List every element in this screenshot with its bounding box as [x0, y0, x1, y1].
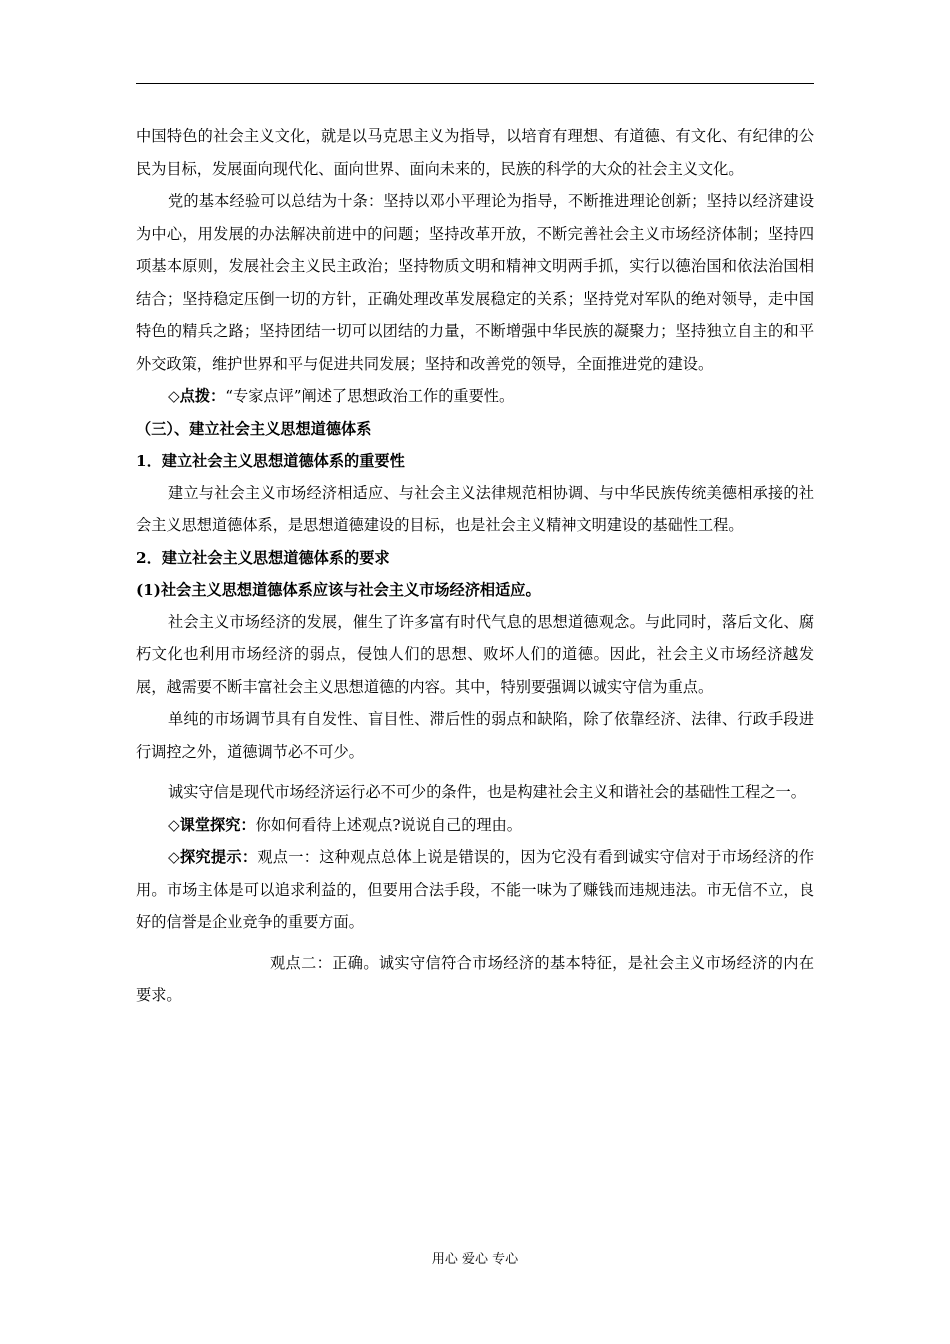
header-rule	[136, 83, 814, 84]
tip-text: “专家点评”阐述了思想政治工作的重要性。	[225, 387, 515, 405]
subheading-requirements: 2．建立社会主义思想道德体系的要求	[136, 548, 390, 567]
section-heading-3: （三）、建立社会主义思想道德体系	[136, 419, 372, 438]
paragraph-honesty: 诚实守信是现代市场经济运行必不可少的条件，也是构建社会主义和谐社会的基础性工程之一。	[168, 783, 806, 801]
paragraph-system-goal: 建立与社会主义市场经济相适应、与社会主义法律规范相协调、与中华民族传统美德相承接的社会主义思想道德体系，是思想道德建设的目标，也是社会主义精神文明建设的基础性工程。	[136, 483, 814, 534]
subheading-market-adapt: (1)社会主义思想道德体系应该与社会主义市场经济相适应。	[136, 580, 541, 599]
body-content	[136, 120, 814, 1012]
paragraph-party-experience: 党的基本经验可以总结为十条：坚持以邓小平理论为指导，不断推进理论创新；坚持以经济建设为中心，用发展的办法解决前进中的问题；坚持改革开放，不断完善社会主义市场经济体制；坚持四项基本原则，发展社会主义民主政治；坚持物质文明和精神文明两手抓，实行以德治国和依法治国相结合；坚持稳定压倒一切的方针，正确处理改革发展稳定的关系；坚持党对军队的绝对领导，走中国特色的精兵之路；坚持团结一切可以团结的力量，不断增强中华民族的凝聚力；坚持独立自主的和平外交政策，维护世界和平与促进共同发展；坚持和改善党的领导，全面推进党的建设。	[136, 192, 814, 373]
inquiry-text: 你如何看待上述观点?说说自己的理由。	[255, 815, 522, 834]
hint-label: ◇探究提示：	[168, 848, 258, 866]
hint-paragraph	[136, 841, 814, 939]
paragraph-socialist-culture: 中国特色的社会主义文化，就是以马克思主义为指导，以培育有理想、有道德、有文化、有纪律的公民为目标，发展面向现代化、面向世界、面向未来的，民族的科学的大众的社会主义文化。	[136, 127, 814, 178]
inquiry-label: ◇课堂探究：	[168, 815, 256, 834]
paragraph-market-development: 社会主义市场经济的发展，催生了许多富有时代气息的思想道德观念。与此同时，落后文化、腐朽文化也利用市场经济的弱点，侵蚀人们的思想、败坏人们的道德。因此，社会主义市场经济越发展，越需要不断丰富社会主义思想道德的内容。其中，特别要强调以诚实守信为重点。	[136, 612, 814, 696]
tip-label: ◇点拨：	[168, 387, 226, 405]
paragraph-view-two: 观点二：正确。诚实守信符合市场经济的基本特征，是社会主义市场经济的内在要求。	[136, 953, 814, 1004]
paragraph-market-regulation: 单纯的市场调节具有自发性、盲目性、滞后性的弱点和缺陷，除了依靠经济、法律、行政手段进行调控之外，道德调节必不可少。	[136, 710, 814, 761]
page-footer: 用心 爱心 专心	[431, 1252, 519, 1267]
tip-paragraph	[136, 380, 814, 413]
hint-text: 观点一：这种观点总体上说是错误的，因为它没有看到诚实守信对于市场经济的作用。市场主体是可以追求利益的，但要用合法手段，不能一味为了赚钱而违规违法。市无信不立，良好的信誉是企业竞争的重要方面。	[136, 848, 815, 931]
inquiry-paragraph	[136, 809, 814, 842]
subheading-importance: 1．建立社会主义思想道德体系的重要性	[136, 451, 405, 470]
